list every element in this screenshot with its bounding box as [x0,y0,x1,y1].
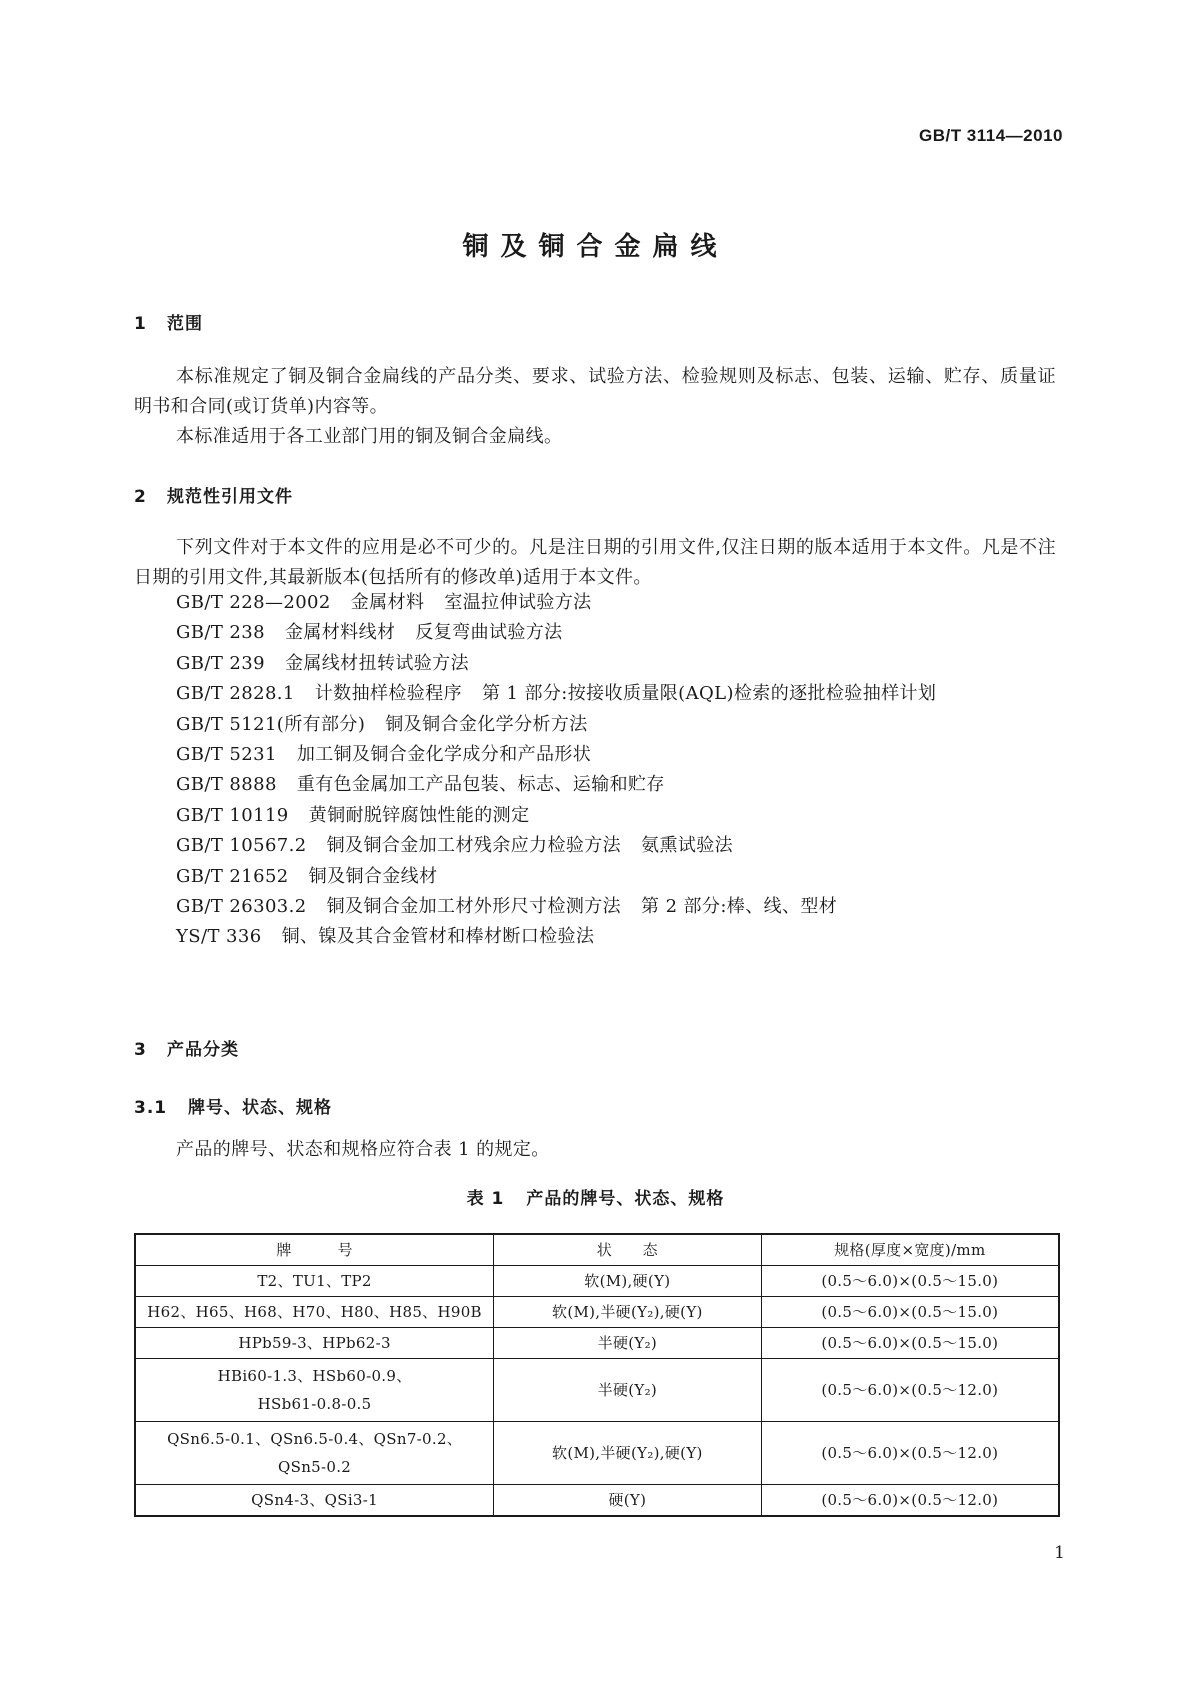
subsection-heading-grade-temper-spec [134,1093,332,1118]
table-caption [0,1184,1191,1209]
cell-spec: (0.5～6.0)×(0.5～12.0) [761,1485,1059,1517]
reference-item [176,679,1056,709]
cell-grade [135,1359,494,1422]
standard-code: GB/T 3114—2010 [918,126,1063,145]
grade-line: HBi60-1.3、HSb60-0.9、 [217,1367,412,1385]
reference-code: GB/T 21652 [176,865,289,887]
reference-title-part: 氨熏试验法 [641,835,734,857]
reference-title: 铜、镍及其合金管材和棒材断口检验法 [281,926,595,948]
reference-title-part: 第 2 部分:棒、线、型材 [641,895,838,917]
reference-code: GB/T 8888 [176,774,277,796]
reference-item [176,618,1056,648]
cell-grade [135,1422,494,1485]
reference-item [176,862,1056,892]
reference-list [176,588,1056,953]
table-row [135,1328,1059,1359]
cell-grade [135,1485,494,1517]
document-title: 铜及铜合金扁线 [462,232,729,262]
reference-item [176,770,1056,800]
section-heading-classification [134,1035,239,1060]
reference-item [176,892,1056,922]
table-caption-title: 产品的牌号、状态、规格 [526,1189,725,1209]
table-row [135,1266,1059,1297]
subsection-title: 牌号、状态、规格 [188,1098,332,1118]
section-title: 产品分类 [167,1040,239,1060]
reference-code: GB/T 239 [176,652,265,674]
reference-title: 铜及铜合金线材 [308,865,438,887]
column-header-temper: 状 态 [494,1234,761,1266]
reference-code: GB/T 26303.2 [176,895,307,917]
table-row [135,1422,1059,1485]
reference-title: 铜及铜合金化学分析方法 [385,713,588,735]
cell-grade [135,1328,494,1359]
reference-item [176,588,1056,618]
section-title: 规范性引用文件 [167,487,293,507]
cell-temper: 半硬(Y₂) [494,1328,761,1359]
grade-line: HPb59-3、HPb62-3 [238,1334,391,1352]
table-row [135,1297,1059,1328]
reference-code: GB/T 10119 [176,804,289,826]
reference-item [176,649,1056,679]
cell-spec: (0.5～6.0)×(0.5～15.0) [761,1297,1059,1328]
reference-code: GB/T 5231 [176,743,277,765]
section-number: 1 [134,314,147,334]
reference-item [176,710,1056,740]
reference-title-part: 第 1 部分:按接收质量限(AQL)检索的逐批检验抽样计划 [481,683,937,705]
column-header-grade: 牌 号 [135,1234,494,1266]
reference-code: GB/T 2828.1 [176,683,295,705]
cell-temper: 软(M),硬(Y) [494,1266,761,1297]
cell-spec: (0.5～6.0)×(0.5～12.0) [761,1422,1059,1485]
table-caption-number: 表 1 [466,1189,505,1209]
reference-code: GB/T 10567.2 [176,835,307,857]
references-intro: 下列文件对于本文件的应用是必不可少的。凡是注日期的引用文件,仅注日期的版本适用于本文件。凡是不注日期的引用文件,其最新版本(包括所有的修改单)适用于本文件。 [134,537,1056,588]
subsection-number: 3.1 [134,1098,168,1118]
reference-item [176,740,1056,770]
grade-line: T2、TU1、TP2 [257,1272,372,1290]
cell-temper: 软(M),半硬(Y₂),硬(Y) [494,1297,761,1328]
reference-title: 铜及铜合金加工材残余应力检验方法 [326,835,622,857]
reference-title-part: 反复弯曲试验方法 [415,622,563,644]
reference-code: GB/T 238 [176,622,265,644]
section-heading-scope [134,309,203,334]
reference-code: GB/T 228—2002 [176,592,331,613]
reference-title: 金属材料 [350,592,425,613]
grade-line: QSn4-3、QSi3-1 [251,1491,378,1509]
scope-paragraph-1: 本标准规定了铜及铜合金扁线的产品分类、要求、试验方法、检验规则及标志、包装、运输、贮存、质量证明书和合同(或订货单)内容等。 [134,366,1056,417]
reference-item [176,801,1056,831]
section-title: 范围 [167,314,203,334]
grade-line: HSb61-0.8-0.5 [257,1395,372,1413]
section-heading-normative-references [134,482,293,507]
cell-temper: 半硬(Y₂) [494,1359,761,1422]
cell-grade [135,1297,494,1328]
reference-title: 黄铜耐脱锌腐蚀性能的测定 [308,804,530,826]
reference-item [176,922,1056,952]
cell-spec: (0.5～6.0)×(0.5～12.0) [761,1359,1059,1422]
reference-code: YS/T 336 [176,926,262,948]
reference-title: 计数抽样检验程序 [314,683,462,705]
table-header-row [135,1234,1059,1266]
reference-title-part: 室温拉伸试验方法 [444,592,592,613]
cell-spec: (0.5～6.0)×(0.5～15.0) [761,1328,1059,1359]
classification-paragraph: 产品的牌号、状态和规格应符合表 1 的规定。 [176,1139,550,1160]
cell-temper: 软(M),半硬(Y₂),硬(Y) [494,1422,761,1485]
reference-title: 金属材料线材 [284,622,396,644]
reference-title: 金属线材扭转试验方法 [284,652,469,674]
reference-code: GB/T 5121(所有部分) [176,713,366,735]
reference-title: 加工铜及铜合金化学成分和产品形状 [296,743,592,765]
table-row [135,1359,1059,1422]
page-number: 1 [1054,1543,1065,1563]
cell-spec: (0.5～6.0)×(0.5～15.0) [761,1266,1059,1297]
grade-line: QSn6.5-0.1、QSn6.5-0.4、QSn7-0.2、 [167,1430,463,1448]
reference-title: 铜及铜合金加工材外形尺寸检测方法 [326,895,622,917]
cell-temper: 硬(Y) [494,1485,761,1517]
section-number: 2 [134,487,147,507]
cell-grade [135,1266,494,1297]
grade-temper-spec-table [134,1233,1060,1517]
reference-title: 重有色金属加工产品包装、标志、运输和贮存 [296,774,665,796]
column-header-spec: 规格(厚度×宽度)/mm [761,1234,1059,1266]
grade-line: QSn5-0.2 [278,1458,352,1476]
reference-item [176,831,1056,861]
section-number: 3 [134,1040,147,1060]
scope-paragraph-2: 本标准适用于各工业部门用的铜及铜合金扁线。 [176,426,563,447]
grade-line: H62、H65、H68、H70、H80、H85、H90B [147,1303,482,1321]
table-row [135,1485,1059,1517]
